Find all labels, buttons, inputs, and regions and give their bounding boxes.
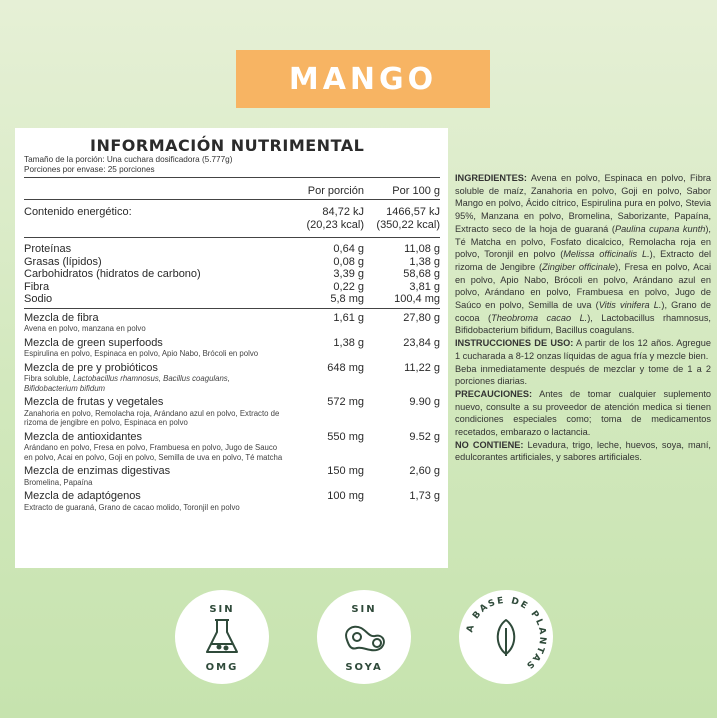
usage-paragraph-2: Beba inmediatamente después de mezclar y tome de 1 a 2 porciones diarias. [455, 363, 711, 387]
energy-value-portion: 84,72 kJ [322, 206, 364, 218]
leaf-icon [498, 620, 515, 656]
energy-value-100g: 1466,57 kJ [386, 206, 440, 218]
blend-label: Mezcla de frutas y vegetales [24, 396, 164, 408]
ingredients-text: ), Té Matcha en polvo, Fosfato dicalcico, Remolacha roja en polvo, Toronjil en polvo ( [455, 223, 711, 260]
energy-kcal-row [24, 219, 440, 232]
blend-value-100g: 9.52 g [409, 430, 440, 443]
blend-value-100g: 9.90 g [409, 396, 440, 408]
nutrient-label: Carbohidratos (hidratos de carbono) [24, 268, 201, 280]
nutrient-value-portion: 0,08 g [333, 255, 364, 268]
blend-value-100g: 2,60 g [409, 465, 440, 477]
cautions-heading: PRECAUCIONES: [455, 388, 533, 399]
blend-item [24, 431, 440, 463]
divider [24, 199, 440, 200]
flask-icon [207, 620, 237, 652]
blend-item [24, 396, 440, 428]
blend-label: Mezcla de antioxidantes [24, 430, 143, 443]
blend-label: Mezcla de pre y probióticos [24, 361, 158, 374]
not-contains-paragraph [455, 439, 711, 464]
blend-value-portion: 648 mg [327, 361, 364, 374]
nutrient-label: Sodio [24, 293, 53, 305]
column-headers [24, 185, 440, 197]
ingredients-italic: Theobroma cacao L. [491, 312, 588, 323]
blend-item [24, 490, 440, 512]
badge-sin-soya-bottom: SOYA [345, 662, 383, 673]
blend-label: Mezcla de fibra [24, 311, 99, 324]
product-information-text [455, 172, 711, 464]
divider [24, 308, 440, 309]
nutrient-row [24, 293, 440, 306]
not-contains-heading: NO CONTIENE: [455, 439, 524, 450]
nutrients-list [24, 243, 440, 306]
blend-label: Mezcla de adaptógenos [24, 490, 141, 502]
usage-text: A partir de los 12 años. Agregue 1 cucharada a 8-12 onzas líquidas de agua fría y mezcle bien. [455, 338, 711, 361]
ingredients-italic: Zingiber officinale [542, 261, 616, 272]
column-header-portion: Por porción [307, 185, 364, 197]
nutrient-row [24, 243, 440, 256]
blend-value-100g: 11,22 g [404, 361, 440, 374]
nutrition-title: INFORMACIÓN NUTRIMENTAL [90, 136, 365, 155]
ingredients-paragraph [455, 172, 711, 337]
blend-description: Avena en polvo, manzana en polvo [24, 324, 146, 333]
divider [24, 237, 440, 238]
ingredients-text: ), Lactobacillus rhamnosus, Bifidobacterium bifidum, Bacillus coagulans. [455, 312, 711, 336]
blend-value-portion: 572 mg [327, 396, 364, 408]
blend-value-portion: 150 mg [327, 465, 364, 477]
nutrient-label: Fibra [24, 280, 50, 293]
ingredients-text: ), Fresa en polvo, Acai en polvo, Apio Nabo, Brócoli en polvo, Arándano azul en polvo, Arándano en polvo, Frambuesa en polvo, Jugo de Saúco en polvo, Semilla de uva ( [455, 261, 711, 311]
ingredients-text: ), Extracto del rizoma de Jengibre ( [455, 249, 711, 272]
blend-value-portion: 1,61 g [333, 311, 364, 324]
nutrient-label: Proteínas [24, 243, 72, 255]
badge-sin-omg-bottom: OMG [205, 662, 239, 673]
product-name-banner [236, 50, 490, 108]
serving-size: Tamaño de la porción: Una cuchara dosificadora (5.777g) [24, 155, 233, 164]
nutrient-value-portion: 3,39 g [333, 268, 364, 280]
energy-kcal-100g: (350,22 kcal) [376, 218, 440, 231]
ingredients-heading: INGREDIENTES: [455, 173, 527, 183]
blend-label: Mezcla de green superfoods [24, 336, 163, 349]
energy-kcal-portion: (20,23 kcal) [306, 218, 364, 231]
not-contains-text: Levadura, trigo, leche, huevos, soya, maní, edulcorantes artificiales, y sabores artificiales. [455, 439, 711, 463]
blend-description: Fibra soluble, Lactobacillus rhamnosus, Bacillus coagulans, Bifidobacterium bifidum [24, 374, 230, 393]
nutrient-value-100g: 58,68 g [403, 268, 440, 280]
blend-description: Bromelina, Papaína [24, 477, 93, 487]
energy-row [24, 206, 440, 219]
badge-plants-text: A BASE DE PLANTAS [465, 595, 548, 672]
energy-label: Contenido energético: [24, 206, 132, 218]
product-name: MANGO [288, 61, 438, 97]
soybean-icon [346, 627, 384, 651]
blend-description: Extracto de guaraná, Grano de cacao molido, Toronjil en polvo [24, 502, 240, 512]
divider [24, 177, 440, 178]
nutrient-value-100g: 100,4 mg [394, 293, 440, 305]
blend-description: Zanahoria en polvo, Remolacha roja, Arándano azul en polvo, Extracto de rizoma de jengibre en polvo, Espinaca en polvo [24, 408, 280, 427]
servings-per-container: Porciones por envase: 25 porciones [24, 165, 155, 174]
nutrient-value-100g: 3,81 g [409, 280, 440, 293]
blends-list [24, 312, 440, 513]
blend-item [24, 465, 440, 487]
badge-a-base-de-plantas [459, 590, 553, 684]
ingredients-text: ), Grano de cocoa ( [455, 300, 711, 323]
nutrient-value-portion: 0,64 g [333, 243, 364, 255]
nutrient-row [24, 281, 440, 294]
blend-value-100g: 23,84 g [403, 336, 440, 349]
blend-value-portion: 1,38 g [333, 336, 364, 349]
usage-heading: INSTRUCCIONES DE USO: [455, 338, 574, 349]
usage-paragraph [455, 337, 711, 362]
ingredients-italic: Paulina cupana kunth [614, 223, 706, 234]
blend-item [24, 312, 440, 334]
badge-sin-soya [317, 590, 411, 684]
nutrient-value-portion: 5,8 mg [330, 293, 364, 305]
blend-value-100g: 27,80 g [403, 311, 440, 324]
ingredients-italic: Melissa officinalis L. [563, 249, 650, 260]
cautions-paragraph [455, 388, 711, 439]
nutrient-value-portion: 0,22 g [333, 280, 364, 293]
blend-value-portion: 550 mg [327, 430, 364, 443]
nutrient-row [24, 256, 440, 269]
nutrient-row [24, 268, 440, 281]
nutrient-value-100g: 1,38 g [409, 255, 440, 268]
blend-item [24, 337, 440, 359]
badge-sin-omg [175, 590, 269, 684]
blend-description: Arándano en polvo, Fresa en polvo, Frambuesa en polvo, Jugo de Sauco en polvo, Acai en polvo, Goji en polvo, Semilla de uva en polvo, Té matcha [24, 443, 283, 462]
blend-item [24, 362, 440, 394]
nutrition-facts-panel [15, 128, 448, 568]
nutrient-value-100g: 11,08 g [404, 243, 440, 255]
badge-sin-omg-top: SIN [209, 604, 235, 615]
blend-description: Espirulina en polvo, Espinaca en polvo, Apio Nabo, Brócoli en polvo [24, 349, 259, 358]
blend-value-portion: 100 mg [327, 490, 364, 502]
column-header-100g: Por 100 g [392, 185, 440, 197]
blend-value-100g: 1,73 g [409, 490, 440, 502]
ingredients-italic: Vitis vinifera L. [598, 300, 662, 311]
blend-label: Mezcla de enzimas digestivas [24, 465, 171, 477]
nutrient-label: Grasas (lípidos) [24, 255, 102, 268]
cautions-text: Antes de tomar cualquier suplemento nuevo, consulte a su proveedor de atención medica si tienen condiciones especiales como; toma de medicamentos recetados, embarazo o lactancia. [455, 388, 711, 438]
ingredients-text: Avena en polvo, Espinaca en polvo, Fibra soluble de maíz, Zanahoria en polvo, Goji en polvo, Sabor Mango en polvo, Ácido cítrico, Espirulina pura en polvo, Stevia 95%, Manzana en polvo, Bromelina, Saborizante, Papaína, Extracto seco de la hoja de guaraná ( [455, 173, 711, 234]
badge-sin-soya-top: SIN [351, 604, 377, 615]
